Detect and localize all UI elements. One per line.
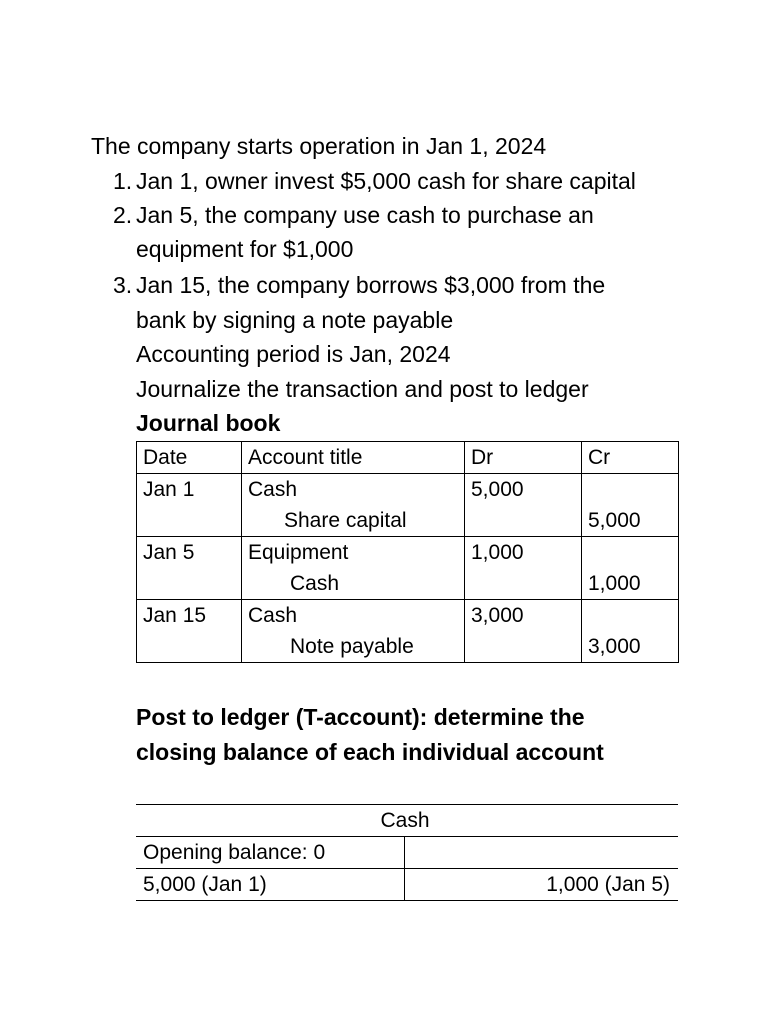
intro-text: The company starts operation in Jan 1, 2024 — [91, 133, 547, 159]
credit-amount: 5,000 — [582, 505, 679, 537]
header-account-title: Account title — [242, 442, 465, 474]
empty-cell — [582, 474, 679, 506]
table-row — [137, 600, 679, 632]
t-account — [136, 804, 678, 901]
t-account-title: Cash — [136, 804, 678, 837]
t-account-debit-cell: Opening balance: 0 — [136, 837, 405, 868]
empty-cell — [465, 631, 582, 663]
list-number: 2. — [113, 202, 133, 228]
list-item-text: Jan 15, the company borrows $3,000 from the — [136, 272, 606, 298]
t-account-row — [136, 869, 678, 901]
t-account-credit-cell: 1,000 (Jan 5) — [546, 873, 670, 896]
period-note: Accounting period is Jan, 2024 — [136, 341, 451, 367]
table-row — [137, 474, 679, 506]
header-dr: Dr — [465, 442, 582, 474]
journal-table — [136, 441, 679, 663]
empty-cell — [582, 537, 679, 569]
ledger-heading-line1: Post to ledger (T-account): determine the — [136, 704, 585, 730]
list-item-text: bank by signing a note payable — [136, 307, 454, 333]
empty-cell — [137, 505, 242, 537]
debit-account: Cash — [242, 474, 465, 506]
table-row — [137, 631, 679, 663]
empty-cell — [137, 631, 242, 663]
list-item-text: Jan 1, owner invest $5,000 cash for share capital — [136, 168, 636, 194]
header-date: Date — [137, 442, 242, 474]
entry-date: Jan 1 — [137, 474, 242, 506]
header-cr: Cr — [582, 442, 679, 474]
entry-date: Jan 5 — [137, 537, 242, 569]
list-number: 3. — [113, 272, 133, 298]
list-number: 1. — [113, 168, 133, 194]
credit-account: Cash — [242, 568, 465, 600]
debit-account: Cash — [242, 600, 465, 632]
ledger-heading-line2: closing balance of each individual account — [136, 739, 604, 765]
debit-amount: 1,000 — [465, 537, 582, 569]
debit-amount: 3,000 — [465, 600, 582, 632]
empty-cell — [582, 600, 679, 632]
t-account-credit-cell — [405, 837, 678, 868]
t-account-debit-cell: 5,000 (Jan 1) — [136, 869, 405, 900]
instruction-text: Journalize the transaction and post to ledger — [136, 376, 589, 402]
credit-account: Share capital — [242, 505, 465, 537]
list-item-text: equipment for $1,000 — [136, 236, 354, 262]
credit-account: Note payable — [242, 631, 465, 663]
t-account-row — [136, 837, 678, 869]
debit-amount: 5,000 — [465, 474, 582, 506]
table-row — [137, 568, 679, 600]
table-header-row — [137, 442, 679, 474]
debit-account: Equipment — [242, 537, 465, 569]
list-item-text: Jan 5, the company use cash to purchase an — [136, 202, 594, 228]
table-row — [137, 505, 679, 537]
credit-amount: 1,000 — [582, 568, 679, 600]
empty-cell — [465, 568, 582, 600]
journal-heading: Journal book — [136, 410, 281, 436]
credit-amount: 3,000 — [582, 631, 679, 663]
table-row — [137, 537, 679, 569]
empty-cell — [137, 568, 242, 600]
empty-cell — [465, 505, 582, 537]
entry-date: Jan 15 — [137, 600, 242, 632]
